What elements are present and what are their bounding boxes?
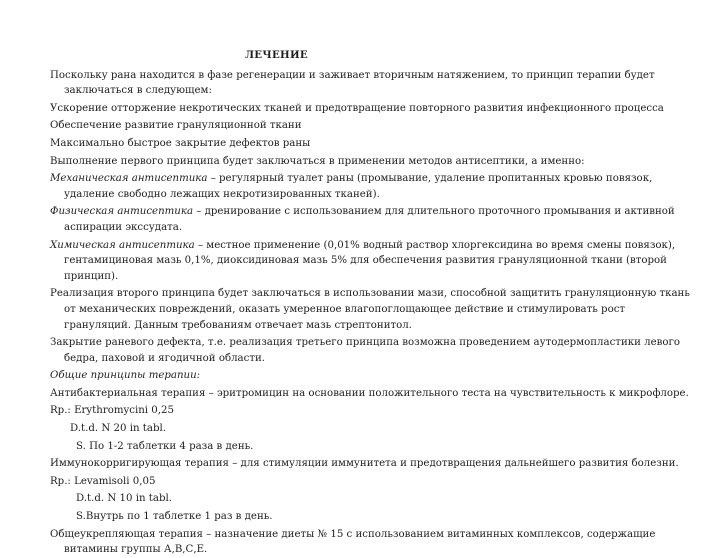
paragraph-principle-3: Максимально быстрое закрытие дефектов раны [50, 137, 311, 149]
paragraph-physical-antiseptic [50, 204, 690, 235]
paragraph-third-principle: Закрытие раневого дефекта, т.е. реализация третьего принципа возможна проведением аутодермопластики левого бедра, паховой и ягодичной области. [50, 337, 680, 364]
paragraph-chemical-antiseptic [50, 238, 690, 285]
paragraph-antibacterial-therapy: Антибактериальная терапия – эритромицин на основании положительного теста на чувствительность к микрофлоре. [50, 387, 689, 399]
prescription-2-line-2: D.t.d. N 10 in tabl. [76, 493, 172, 505]
paragraph-second-principle: Реализация второго принципа будет заключаться в использовании мази, способной защитить грануляционную ткань от механических повреждений, оказать умеренное влагопоглощающее действие и стимулировать рост грануляций. Данным требованиям отвечает мазь стрептонитол. [50, 288, 690, 331]
paragraph-principle-1: Ускорение отторжение некротических тканей и предотвращение повторного развития инфекционного процесса [50, 102, 664, 114]
paragraph-antiseptic-intro: Выполнение первого принципа будет заключаться в применении методов антисептики, а именно: [50, 155, 585, 167]
mechanical-antiseptic-label: Механическая антисептика [50, 173, 208, 185]
page-title: ЛЕЧЕНИЕ [245, 49, 308, 61]
paragraph-principle-intro: Поскольку рана находится в фазе регенерации и заживает вторичным натяжением, то принцип терапии будет заключаться в следующем: [50, 69, 655, 97]
mechanical-antiseptic-text: – регулярный туалет раны (промывание, удаление пропитанных кровью повязок, удаление свободно лежащих некротизированных тканей). [64, 173, 653, 200]
paragraph-general-principles: Общие принципы терапии: [50, 370, 201, 382]
paragraph-principle-2: Обеспечение развитие грануляционной ткани [50, 120, 302, 132]
prescription-2-line-1: Rp.: Levamisoli 0,05 [50, 475, 156, 487]
physical-antiseptic-text: – дренирование с использованием для длительного проточного промывания и активной аспирации экссудата. [64, 206, 675, 233]
chemical-antiseptic-label: Химическая антисептика [50, 239, 195, 251]
paragraph-mechanical-antiseptic [50, 171, 690, 202]
prescription-1-line-2: D.t.d. N 20 in tabl. [70, 423, 166, 435]
paragraph-general-strengthening-therapy: Общеукрепляющая терапия – назначение диеты № 15 с использованием витаминных комплексов, содержащие витамины группы А,В,С,Е. [50, 528, 656, 556]
prescription-2-line-3: S.Внутрь по 1 таблетке 1 раз в день. [76, 511, 273, 523]
paragraph-immunocorrective-therapy: Иммунокорригирующая терапия – для стимуляции иммунитета и предотвращения дальнейшего развития болезни. [50, 458, 679, 470]
chemical-antiseptic-text: – местное применение (0,01% водный раствор хлоргексидина во время смены повязок), гентамициновая мазь 0,1%, диоксидиновая мазь 5% для обеспечения развития грануляционной ткани (второй принцип). [64, 239, 676, 282]
prescription-1-line-1: Rp.: Erythromycini 0,25 [50, 405, 174, 417]
physical-antiseptic-label: Физическая антисептика [50, 206, 194, 218]
prescription-1-line-3: S. По 1-2 таблетки 4 раза в день. [76, 440, 254, 452]
